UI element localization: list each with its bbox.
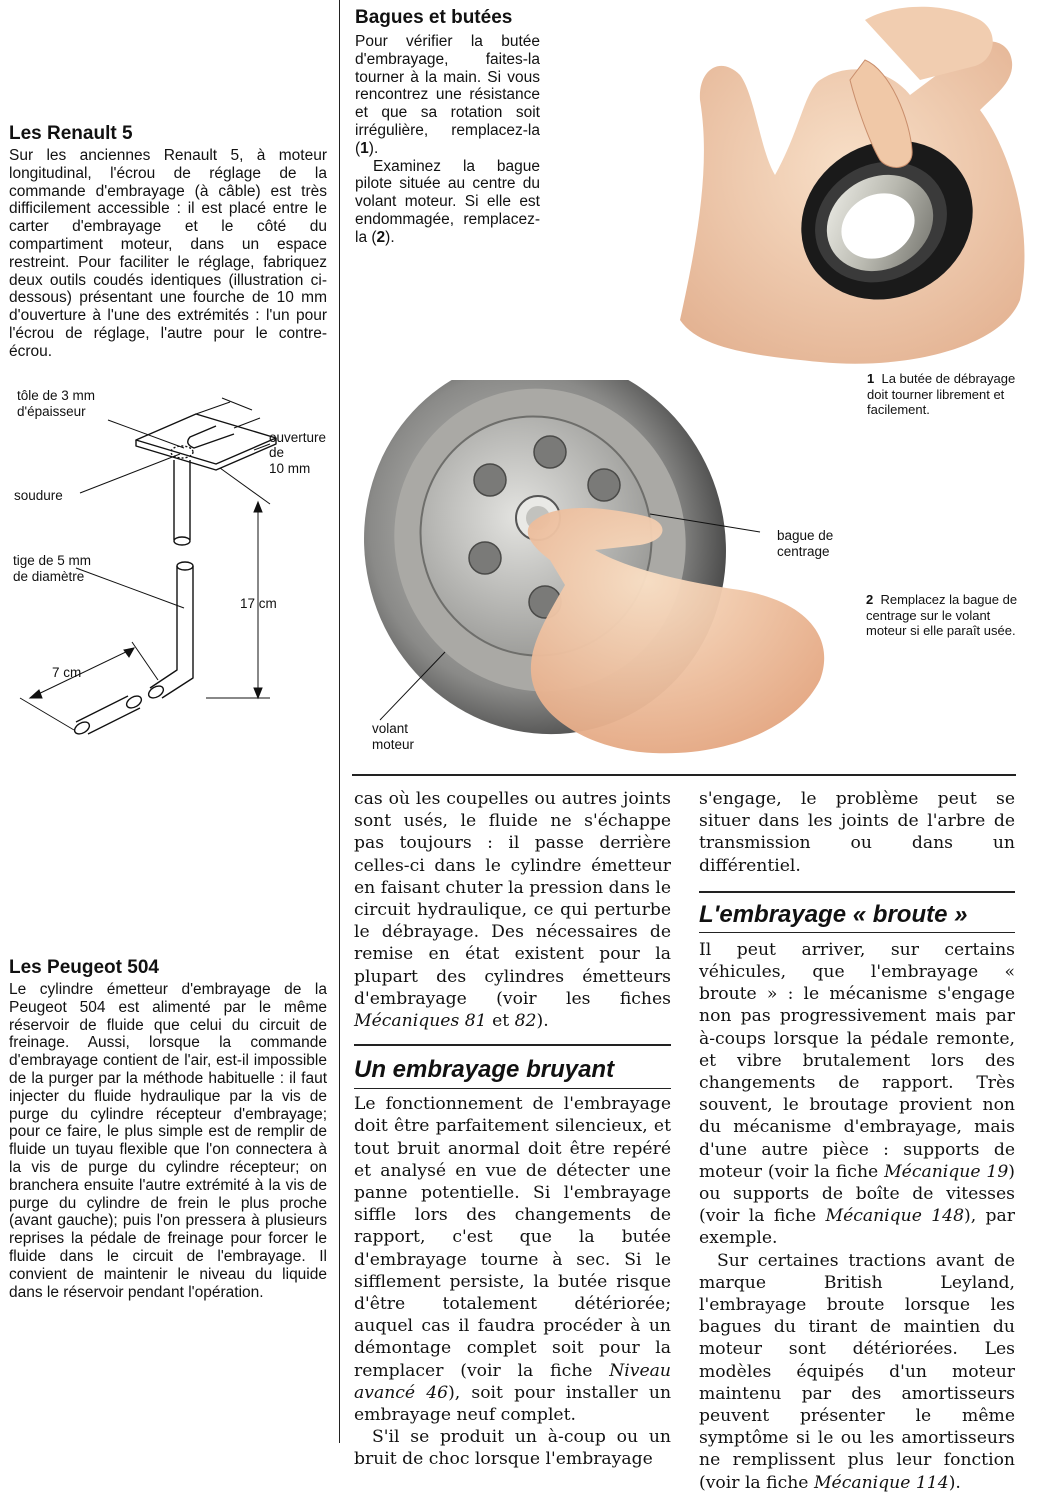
- judder-paragraph-1: [699, 939, 1015, 1250]
- caption-2-number: 2: [866, 592, 874, 607]
- noisy-heading-rule: [354, 1044, 671, 1046]
- middle-column: [354, 788, 671, 1471]
- judder-p1-text: Il peut arriver, sur certains véhicules, que l'embrayage « broute » : le mécanisme s'engage non pas progressivement mais par à-coups lorsque la pédale remonte, et vibre brutalement lors des changements de rapport. Très souvent, le broutage provient non du mécanisme d'embrayage, mais d'une autre pièce : supports de moteur (voir la fiche: [699, 939, 1015, 1182]
- weld-label: soudure: [14, 488, 63, 503]
- ref-mecanique-19: Mécanique 19: [884, 1161, 1009, 1182]
- rod-label-line1: tige de 5 mm: [13, 553, 92, 568]
- rod-label-line2: de diamètre: [13, 569, 85, 584]
- peugeot-heading: Les Peugeot 504: [9, 957, 159, 978]
- renault-section: [9, 123, 327, 361]
- bagues-heading: Bagues et butées: [355, 7, 513, 28]
- peugeot-body: Le cylindre émetteur d'embrayage de la Peugeot 504 est alimenté par le même réservoir de fluide que celui du circuit de freinage. Aussi, lorsque la commande d'embrayage contient de l'air, est-il impossible de la purger par la méthode habituelle : il faut injecter du fluide hydraulique par la vis de purge du cylindre récepteur d'embrayage; pour ce faire, le plus simple est de remplir de fluide un tuyau flexible que l'on connectera à la vis de purge du cylindre récepteur; on branchera ensuite l'autre extrémité à la vis de purge du cylindre de frein le plus proche (avant gauche); puis l'on pressera à plusieurs reprises la pédale de freinage pour forcer le fluide dans le circuit de l'embrayage. Il convient de maintenir le niveau du liquide dans le réservoir pendant l'opération.: [9, 981, 327, 1301]
- bagues-p2-ref: 2: [376, 228, 386, 246]
- renault-heading: Les Renault 5: [9, 123, 133, 144]
- flywheel-illustration: [340, 380, 840, 765]
- continued-and: et: [486, 1011, 515, 1032]
- caption-1-number: 1: [867, 371, 875, 386]
- width-dimension-label: 7 cm: [52, 665, 82, 680]
- bagues-p1-end: ).: [368, 139, 379, 157]
- noisy-p1-text: Le fonctionnement de l'embrayage doit être parfaitement silencieux, et tout bruit anormal doit être repéré et analysé en vue de détecter une panne potentielle. Si l'embrayage siffle lors des changements de rapport, c'est que la butée d'embrayage tourne à sec. Si le sifflement persiste, la butée risque d'être totalement détériorée; auquel cas il faudra procéder à un démontage complet soit pour la remplacer (voir la fiche: [354, 1094, 671, 1381]
- opening-label-line2: de: [269, 445, 285, 460]
- noisy-paragraph-2: S'il se produit un à-coup ou un bruit de choc lorsque l'embrayage: [354, 1427, 671, 1470]
- bagues-p2-end: ).: [385, 228, 395, 246]
- noisy-paragraph-1: [354, 1093, 671, 1426]
- judder-heading: L'embrayage « broute »: [699, 901, 1015, 933]
- plate-edge: [136, 438, 276, 470]
- bagues-paragraph-1: [355, 33, 540, 158]
- ref-mecaniques-81: Mécaniques 81: [354, 1011, 487, 1032]
- judder-heading-rule: [699, 891, 1015, 893]
- bagues-section: [355, 7, 540, 247]
- centering-ring-label: bague de centrage: [777, 528, 834, 559]
- right-continued-paragraph: s'engage, le problème peut se situer dans les joints de l'arbre de transmission ou dans un différentiel.: [699, 789, 1015, 876]
- continued-text: cas où les coupelles ou autres joints sont usés, le fluide ne s'échappe pas toujours : il passe derrière celles-ci dans le cylindre émetteur en faisant chuter la pression dans le circuit hydraulique, ce qui perturbe le débrayage. Des nécessaires de remise en état existent pour la plupart des cylindres émetteurs d'embrayage (voir les fiches: [354, 789, 671, 1009]
- caption-1: [867, 371, 1037, 418]
- judder-p1-end: ), par exemple.: [699, 1206, 1015, 1249]
- bagues-p2-text: Examinez la bague pilote située au centre du volant moteur. Si elle est endommagée, remplacez-la (: [355, 157, 540, 246]
- continued-end: ).: [536, 1011, 549, 1032]
- noisy-clutch-heading: Un embrayage bruyant: [354, 1056, 671, 1089]
- height-dimension-label: 17 cm: [240, 596, 277, 611]
- bagues-p1-text: Pour vérifier la butée d'embrayage, faites-la tourner à la main. Si vous rencontrez une résistance et que sa rotation soit irrégulière, remplacez-la (: [355, 33, 540, 157]
- flywheel-label: volant moteur: [372, 721, 415, 752]
- plate-top: [136, 414, 276, 464]
- ref-mecanique-148: Mécanique 148: [825, 1206, 965, 1227]
- judder-p1-mid: ) ou supports de boîte de vitesses (voir la fiche: [699, 1161, 1015, 1227]
- opening-label-line1: ouverture: [269, 430, 327, 445]
- ref-niveau-avance-46: Niveau avancé 46: [354, 1360, 671, 1403]
- peugeot-section: [9, 957, 327, 1301]
- right-column: [699, 788, 1015, 1494]
- plate-thickness-label: tôle de 3 mm d'épaisseur: [17, 388, 96, 419]
- release-bearing-illustration: [640, 0, 1059, 380]
- continued-paragraph: [354, 788, 671, 1032]
- caption-2-text: Remplacez la bague de centrage sur le volant moteur si elle paraît usée.: [866, 592, 1018, 638]
- renault-body: Sur les anciennes Renault 5, à moteur longitudinal, l'écrou de réglage de la commande d'embrayage (à câble) est très difficilement accessible : il est placé entre le carter d'embrayage et le côté du compartiment moteur, dans un espace restreint. Pour faciliter le réglage, fabriquez deux outils coudés identiques (illustration ci-dessous) présentant une fourche de 10 mm d'ouverture à l'une des extrémités : l'un pour l'écrou de réglage, l'autre pour le contre-écrou.: [9, 147, 327, 360]
- noisy-p1-end: ), soit pour installer un embrayage neuf complet.: [354, 1382, 672, 1426]
- bagues-p1-ref: 1: [360, 139, 369, 157]
- illustration-rule: [352, 774, 1016, 776]
- judder-p2-end: ).: [948, 1472, 961, 1493]
- caption-1-text: La butée de débrayage doit tourner librement et facilement.: [867, 371, 1016, 417]
- judder-p2-text: Sur certaines tractions avant de marque British Leyland, l'embrayage broute lorsque les bagues du tirant de maintien du moteur sont détériorées. Les modèles équipés d'un moteur maintenu par des amortisseurs peuvent présenter le même symptôme si le ou les amortisseurs ne remplissent plus leur fonction (voir la fiche: [699, 1250, 1015, 1493]
- caption-2: [866, 592, 1031, 639]
- ref-82: 82: [514, 1011, 537, 1032]
- judder-paragraph-2: [699, 1250, 1015, 1494]
- opening-label-line3: 10 mm: [269, 461, 311, 476]
- ref-mecanique-114: Mécanique 114: [813, 1472, 949, 1493]
- bagues-paragraph-2: [355, 158, 540, 247]
